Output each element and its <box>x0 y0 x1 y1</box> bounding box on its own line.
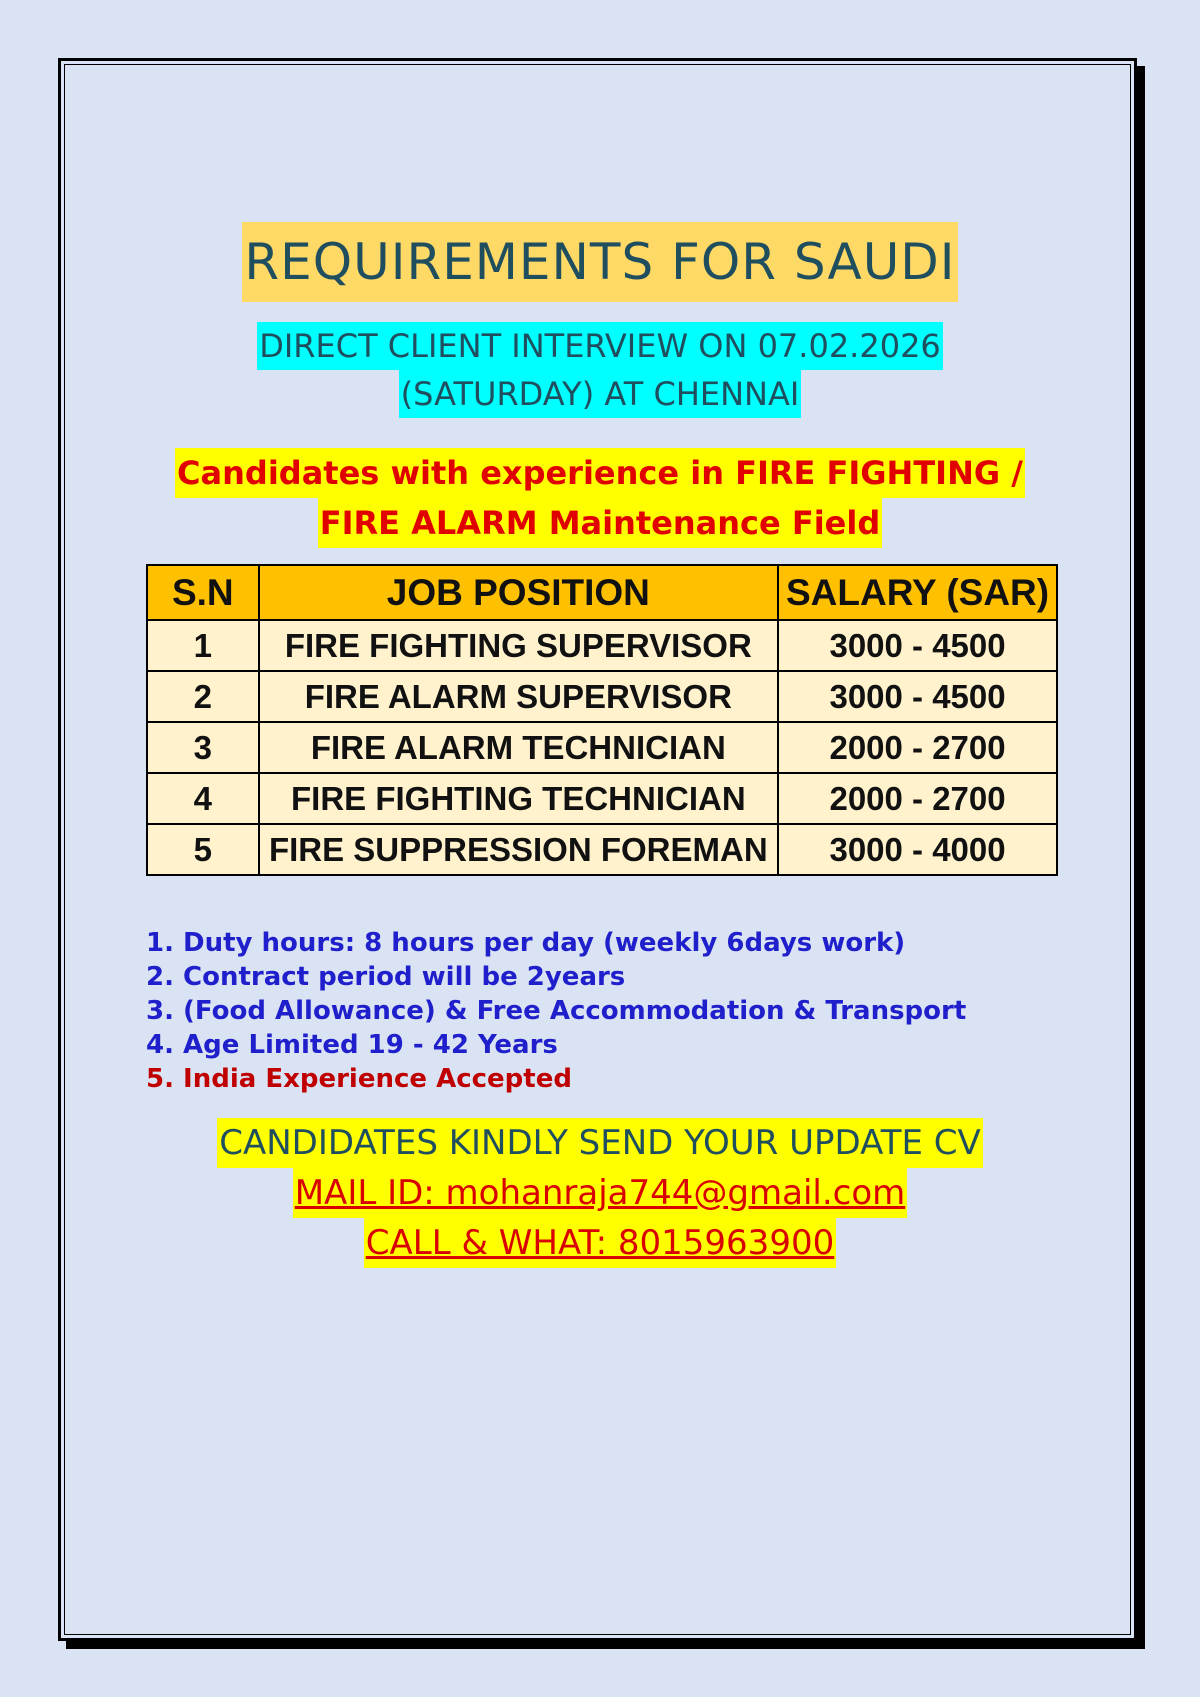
table-header-row <box>147 565 1057 620</box>
row-sn: 3 <box>147 722 259 773</box>
condition-duty-hours: 1. Duty hours: 8 hours per day (weekly 6days work) <box>146 928 906 958</box>
contact-block <box>0 1118 1200 1268</box>
header-sn: S.N <box>147 565 259 620</box>
row-position: FIRE ALARM TECHNICIAN <box>259 722 779 773</box>
row-sn: 4 <box>147 773 259 824</box>
experience-line-2: FIRE ALARM Maintenance Field <box>318 498 883 548</box>
header-salary: SALARY (SAR) <box>778 565 1057 620</box>
call-whatsapp-link[interactable]: CALL & WHAT: 8015963900 <box>364 1218 836 1268</box>
condition-contract-period: 2. Contract period will be 2years <box>146 962 626 992</box>
conditions-list <box>146 926 966 1096</box>
interview-line-1: DIRECT CLIENT INTERVIEW ON 07.02.2026 <box>257 322 943 370</box>
row-salary: 2000 - 2700 <box>778 722 1057 773</box>
send-cv-line: CANDIDATES KINDLY SEND YOUR UPDATE CV <box>217 1118 983 1168</box>
row-position: FIRE SUPPRESSION FOREMAN <box>259 824 779 875</box>
page-title: REQUIREMENTS FOR SAUDI <box>242 222 957 302</box>
condition-age-limit: 4. Age Limited 19 - 42 Years <box>146 1030 558 1060</box>
row-salary: 2000 - 2700 <box>778 773 1057 824</box>
table-row <box>147 773 1057 824</box>
row-sn: 2 <box>147 671 259 722</box>
condition-india-experience: 5. India Experience Accepted <box>146 1064 572 1094</box>
row-salary: 3000 - 4000 <box>778 824 1057 875</box>
row-position: FIRE FIGHTING SUPERVISOR <box>259 620 779 671</box>
experience-line-1: Candidates with experience in FIRE FIGHTING / <box>175 448 1025 498</box>
table-row <box>147 620 1057 671</box>
interview-block <box>0 322 1200 418</box>
table-row <box>147 824 1057 875</box>
row-sn: 1 <box>147 620 259 671</box>
row-position: FIRE FIGHTING TECHNICIAN <box>259 773 779 824</box>
interview-line-2: (SATURDAY) AT CHENNAI <box>399 370 802 418</box>
row-position: FIRE ALARM SUPERVISOR <box>259 671 779 722</box>
row-salary: 3000 - 4500 <box>778 620 1057 671</box>
job-table <box>146 564 1058 876</box>
row-salary: 3000 - 4500 <box>778 671 1057 722</box>
condition-benefits: 3. (Food Allowance) & Free Accommodation & Transport <box>146 996 967 1026</box>
title-block <box>0 222 1200 302</box>
table-row <box>147 671 1057 722</box>
header-job-position: JOB POSITION <box>259 565 779 620</box>
mail-id-link[interactable]: MAIL ID: mohanraja744@gmail.com <box>293 1168 908 1218</box>
row-sn: 5 <box>147 824 259 875</box>
table-row <box>147 722 1057 773</box>
experience-block <box>0 448 1200 548</box>
